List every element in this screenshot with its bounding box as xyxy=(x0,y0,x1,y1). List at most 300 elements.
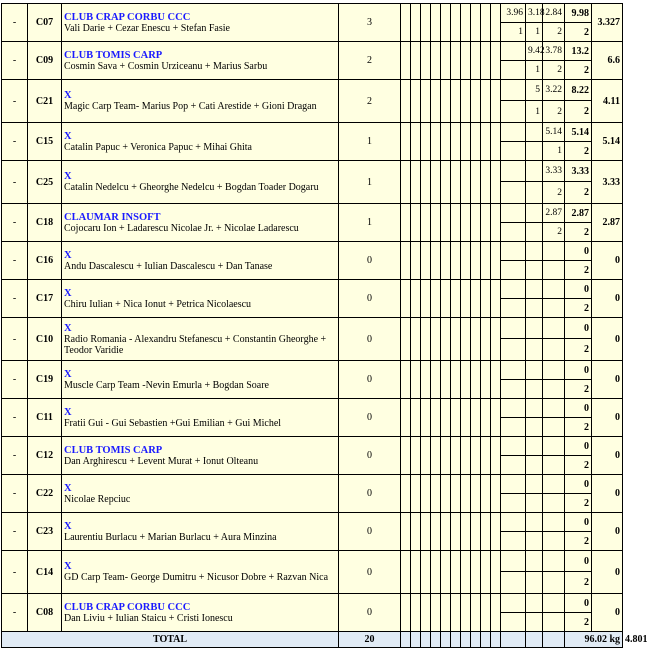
stage-cell xyxy=(401,475,411,513)
stage-cell xyxy=(451,280,461,318)
stage-cell xyxy=(411,123,421,161)
team-members: Radio Romania - Alexandru Stefanescu + Constantin Gheorghe + Teodor Varidie xyxy=(64,333,327,356)
sector-code: C08 xyxy=(28,594,62,632)
total-weight: 0 xyxy=(565,318,592,339)
stage-cell xyxy=(491,204,501,242)
stage-cell xyxy=(441,80,451,123)
stage-place xyxy=(526,456,543,475)
stage-weight xyxy=(501,318,526,339)
team-members: Cojocaru Ion + Ladarescu Nicolae Jr. + Nicolae Ladarescu xyxy=(64,222,299,234)
stage-cell xyxy=(491,4,501,42)
stage-weight: 2.84 xyxy=(543,4,565,23)
stage-cell xyxy=(421,437,431,475)
stage-place xyxy=(526,532,543,551)
stage-cell xyxy=(401,318,411,361)
row-dash: - xyxy=(2,437,28,475)
stage-place xyxy=(526,572,543,594)
stage-cell xyxy=(411,42,421,80)
team-club: X xyxy=(64,368,72,380)
stage-cell xyxy=(481,475,491,513)
stage-cell xyxy=(401,594,411,632)
total-weight: 8.22 xyxy=(565,80,592,101)
table-row xyxy=(2,42,623,61)
points: 2 xyxy=(565,142,592,161)
stage-cell xyxy=(441,513,451,551)
stage-cell xyxy=(471,123,481,161)
stage-weight xyxy=(501,204,526,223)
stage-place xyxy=(543,380,565,399)
catch-count: 1 xyxy=(339,204,401,242)
stage-cell xyxy=(401,513,411,551)
points: 2 xyxy=(565,572,592,594)
table-row xyxy=(2,361,623,380)
stage-place xyxy=(526,418,543,437)
sector-code: C17 xyxy=(28,280,62,318)
stage-cell xyxy=(461,594,471,632)
stage-cell xyxy=(411,280,421,318)
table-row xyxy=(2,123,623,142)
row-dash: - xyxy=(2,399,28,437)
stage-weight xyxy=(526,594,543,613)
stage-cell xyxy=(491,551,501,594)
stage-place: 2 xyxy=(543,61,565,80)
stage-weight xyxy=(526,123,543,142)
stage-cell xyxy=(431,123,441,161)
team-members: Dan Arghirescu + Levent Murat + Ionut Olteanu xyxy=(64,455,259,467)
stage-cell xyxy=(441,42,451,80)
points: 2 xyxy=(565,23,592,42)
table-row xyxy=(2,551,623,572)
sector-code: C11 xyxy=(28,399,62,437)
team-members: Dan Liviu + Iulian Staicu + Cristi Ionescu xyxy=(64,612,233,624)
stage-cell xyxy=(461,4,471,42)
stage-cell xyxy=(411,551,421,594)
catch-count: 1 xyxy=(339,161,401,204)
stage-cell xyxy=(451,242,461,280)
stage-cell xyxy=(451,399,461,437)
catch-count: 2 xyxy=(339,42,401,80)
team-club: CLAUMAR INSOFT xyxy=(64,211,161,223)
stage-cell xyxy=(491,42,501,80)
points: 2 xyxy=(565,532,592,551)
team-members: Laurentiu Burlacu + Marian Burlacu + Aura Minzina xyxy=(64,531,277,543)
stage-cell xyxy=(411,204,421,242)
stage-place xyxy=(526,613,543,632)
final-score: 3.33 xyxy=(592,161,623,204)
team-club: CLUB CRAP CORBU CCC xyxy=(64,601,191,613)
stage-cell xyxy=(421,80,431,123)
stage-cell xyxy=(481,80,491,123)
stage-weight xyxy=(501,513,526,532)
stage-weight: 5.14 xyxy=(543,123,565,142)
final-score: 0 xyxy=(592,594,623,632)
stage-cell xyxy=(481,4,491,42)
final-score: 0 xyxy=(592,437,623,475)
stage-place: 1 xyxy=(501,23,526,42)
total-weight: 0 xyxy=(565,280,592,299)
stage-place: 1 xyxy=(543,142,565,161)
stage-weight xyxy=(543,318,565,339)
catch-count: 0 xyxy=(339,437,401,475)
row-dash: - xyxy=(2,204,28,242)
stage-weight xyxy=(526,161,543,182)
stage-cell xyxy=(451,551,461,594)
sector-code: C22 xyxy=(28,475,62,513)
team-members: Vali Darie + Cezar Enescu + Stefan Fasie xyxy=(64,22,230,34)
stage-weight xyxy=(526,475,543,494)
stage-weight xyxy=(526,437,543,456)
stage-place: 2 xyxy=(543,182,565,204)
stage-cell xyxy=(431,42,441,80)
sector-code: C21 xyxy=(28,80,62,123)
stage-cell xyxy=(481,399,491,437)
stage-cell xyxy=(401,42,411,80)
team-cell xyxy=(62,242,339,280)
sector-code: C18 xyxy=(28,204,62,242)
stage-cell xyxy=(481,437,491,475)
stage-place: 2 xyxy=(543,223,565,242)
sector-code: C15 xyxy=(28,123,62,161)
stage-cell xyxy=(481,551,491,594)
stage-cell xyxy=(451,123,461,161)
points: 2 xyxy=(565,299,592,318)
catch-count: 0 xyxy=(339,594,401,632)
stage-cell xyxy=(481,161,491,204)
stage-cell xyxy=(491,594,501,632)
row-dash: - xyxy=(2,42,28,80)
stage-weight xyxy=(543,513,565,532)
stage-cell xyxy=(441,475,451,513)
stage-cell xyxy=(431,475,441,513)
stage-cell xyxy=(441,4,451,42)
total-row: TOTAL 20 96.02 kg 4.801 xyxy=(2,632,623,648)
sector-code: C14 xyxy=(28,551,62,594)
stage-cell xyxy=(471,280,481,318)
stage-cell xyxy=(441,361,451,399)
stage-cell xyxy=(411,242,421,280)
stage-cell xyxy=(421,161,431,204)
final-score: 0 xyxy=(592,280,623,318)
team-cell xyxy=(62,4,339,42)
stage-cell xyxy=(461,513,471,551)
row-dash: - xyxy=(2,361,28,399)
stage-place xyxy=(501,456,526,475)
stage-cell xyxy=(431,242,441,280)
team-club: X xyxy=(64,90,72,101)
final-score: 5.14 xyxy=(592,123,623,161)
stage-cell xyxy=(491,399,501,437)
total-weight: 0 xyxy=(565,361,592,380)
stage-cell xyxy=(441,318,451,361)
stage-cell xyxy=(451,204,461,242)
points: 2 xyxy=(565,494,592,513)
table-row xyxy=(2,161,623,182)
team-cell xyxy=(62,513,339,551)
stage-cell xyxy=(461,80,471,123)
stage-cell xyxy=(401,161,411,204)
team-cell xyxy=(62,204,339,242)
stage-place xyxy=(501,101,526,123)
stage-cell xyxy=(481,42,491,80)
stage-cell xyxy=(441,437,451,475)
stage-cell xyxy=(451,437,461,475)
sector-code: C09 xyxy=(28,42,62,80)
team-members: Catalin Papuc + Veronica Papuc + Mihai Ghita xyxy=(64,141,252,153)
stage-cell xyxy=(461,161,471,204)
stage-weight xyxy=(543,551,565,572)
stage-cell xyxy=(461,551,471,594)
team-members: Magic Carp Team- Marius Pop + Cati Arestide + Gioni Dragan xyxy=(64,101,317,112)
stage-cell xyxy=(421,4,431,42)
stage-cell xyxy=(421,551,431,594)
stage-weight xyxy=(501,551,526,572)
stage-place xyxy=(526,223,543,242)
team-club: X xyxy=(64,520,72,532)
table-row xyxy=(2,513,623,532)
stage-place xyxy=(543,299,565,318)
stage-weight xyxy=(501,123,526,142)
stage-weight xyxy=(501,361,526,380)
stage-cell xyxy=(431,4,441,42)
stage-place xyxy=(526,494,543,513)
stage-cell xyxy=(411,4,421,42)
team-club: X xyxy=(64,561,72,572)
stage-weight xyxy=(526,318,543,339)
final-score: 6.6 xyxy=(592,42,623,80)
stage-cell xyxy=(491,242,501,280)
total-weight: 13.2 xyxy=(565,42,592,61)
stage-weight xyxy=(501,80,526,101)
team-club: CLUB TOMIS CARP xyxy=(64,49,163,61)
team-members: Andu Dascalescu + Iulian Dascalescu + Dan Tanase xyxy=(64,260,273,272)
stage-place: 1 xyxy=(526,23,543,42)
sector-code: C23 xyxy=(28,513,62,551)
points: 2 xyxy=(565,261,592,280)
stage-cell xyxy=(491,318,501,361)
stage-cell xyxy=(411,318,421,361)
table-row xyxy=(2,204,623,223)
final-score: 0 xyxy=(592,551,623,594)
stage-cell xyxy=(431,80,441,123)
total-weight: 5.14 xyxy=(565,123,592,142)
stage-cell xyxy=(431,204,441,242)
team-cell xyxy=(62,318,339,361)
table-row xyxy=(2,318,623,339)
stage-cell xyxy=(411,594,421,632)
stage-weight xyxy=(501,399,526,418)
stage-cell xyxy=(491,280,501,318)
stage-cell xyxy=(401,204,411,242)
team-club: X xyxy=(64,171,72,182)
stage-cell xyxy=(471,551,481,594)
stage-place xyxy=(501,418,526,437)
stage-cell xyxy=(421,594,431,632)
stage-place xyxy=(501,494,526,513)
catch-count: 0 xyxy=(339,399,401,437)
stage-cell xyxy=(421,318,431,361)
table-row xyxy=(2,80,623,101)
stage-cell xyxy=(431,551,441,594)
stage-place xyxy=(526,299,543,318)
row-dash: - xyxy=(2,4,28,42)
stage-weight xyxy=(501,475,526,494)
stage-place: 2 xyxy=(543,23,565,42)
points: 2 xyxy=(565,223,592,242)
stage-place xyxy=(501,532,526,551)
final-score: 0 xyxy=(592,475,623,513)
stage-cell xyxy=(441,280,451,318)
stage-weight: 3.96 xyxy=(501,4,526,23)
stage-cell xyxy=(461,123,471,161)
stage-cell xyxy=(411,475,421,513)
team-members: Chiru Iulian + Nica Ionut + Petrica Nicolaescu xyxy=(64,298,252,310)
stage-cell xyxy=(421,123,431,161)
stage-weight: 2.87 xyxy=(543,204,565,223)
sector-code: C25 xyxy=(28,161,62,204)
stage-cell xyxy=(441,594,451,632)
stage-cell xyxy=(411,361,421,399)
final-score: 0 xyxy=(592,361,623,399)
stage-place xyxy=(501,261,526,280)
stage-cell xyxy=(461,475,471,513)
stage-cell xyxy=(471,361,481,399)
stage-place xyxy=(501,299,526,318)
points: 2 xyxy=(565,380,592,399)
stage-weight xyxy=(501,161,526,182)
row-dash: - xyxy=(2,161,28,204)
team-club: X xyxy=(64,130,72,142)
stage-cell xyxy=(461,361,471,399)
stage-cell xyxy=(471,4,481,42)
team-club: X xyxy=(64,482,72,494)
stage-cell xyxy=(451,161,461,204)
stage-cell xyxy=(451,361,461,399)
stage-cell xyxy=(491,475,501,513)
stage-place xyxy=(526,182,543,204)
team-cell xyxy=(62,280,339,318)
stage-weight xyxy=(526,280,543,299)
stage-cell xyxy=(401,242,411,280)
stage-cell xyxy=(421,399,431,437)
stage-place xyxy=(543,418,565,437)
stage-place xyxy=(501,142,526,161)
stage-weight: 3.78 xyxy=(543,42,565,61)
team-club: X xyxy=(64,287,72,299)
stage-cell xyxy=(481,242,491,280)
total-weight: 0 xyxy=(565,399,592,418)
stage-cell xyxy=(451,475,461,513)
stage-cell xyxy=(421,513,431,551)
stage-place xyxy=(501,61,526,80)
stage-cell xyxy=(471,594,481,632)
stage-weight: 3.18 xyxy=(526,4,543,23)
stage-cell xyxy=(491,80,501,123)
stage-cell xyxy=(411,513,421,551)
stage-weight xyxy=(526,513,543,532)
team-cell xyxy=(62,42,339,80)
stage-cell xyxy=(471,161,481,204)
catch-count: 0 xyxy=(339,551,401,594)
stage-cell xyxy=(411,399,421,437)
stage-cell xyxy=(471,399,481,437)
final-score: 0 xyxy=(592,242,623,280)
stage-cell xyxy=(421,280,431,318)
stage-weight: 3.22 xyxy=(543,80,565,101)
stage-cell xyxy=(451,318,461,361)
results-table xyxy=(1,3,648,648)
table-row xyxy=(2,242,623,261)
stage-cell xyxy=(431,161,441,204)
catch-count: 0 xyxy=(339,513,401,551)
catch-count: 3 xyxy=(339,4,401,42)
team-cell xyxy=(62,80,339,123)
catch-count: 1 xyxy=(339,123,401,161)
stage-place xyxy=(543,572,565,594)
stage-cell xyxy=(451,80,461,123)
team-club: X xyxy=(64,249,72,261)
stage-weight: 3.33 xyxy=(543,161,565,182)
stage-cell xyxy=(471,513,481,551)
points: 2 xyxy=(565,613,592,632)
sector-code: C19 xyxy=(28,361,62,399)
stage-cell xyxy=(471,242,481,280)
stage-cell xyxy=(411,437,421,475)
stage-cell xyxy=(461,399,471,437)
row-dash: - xyxy=(2,242,28,280)
catch-count: 0 xyxy=(339,280,401,318)
stage-weight xyxy=(543,280,565,299)
team-club: X xyxy=(64,406,72,418)
final-score: 0 xyxy=(592,399,623,437)
stage-place xyxy=(501,613,526,632)
stage-cell xyxy=(481,361,491,399)
final-score: 2.87 xyxy=(592,204,623,242)
stage-place xyxy=(543,613,565,632)
stage-weight xyxy=(526,399,543,418)
row-dash: - xyxy=(2,551,28,594)
stage-cell xyxy=(441,551,451,594)
stage-cell xyxy=(431,280,441,318)
team-members: Muscle Carp Team -Nevin Emurla + Bogdan Soare xyxy=(64,379,269,391)
stage-cell xyxy=(471,475,481,513)
points: 2 xyxy=(565,61,592,80)
stage-cell xyxy=(431,399,441,437)
stage-cell xyxy=(431,513,441,551)
stage-cell xyxy=(441,242,451,280)
stage-cell xyxy=(401,4,411,42)
stage-place xyxy=(526,261,543,280)
stage-cell xyxy=(421,42,431,80)
stage-weight xyxy=(501,42,526,61)
team-members: Cosmin Sava + Cosmin Urziceanu + Marius Sarbu xyxy=(64,60,268,72)
stage-cell xyxy=(401,399,411,437)
stage-cell xyxy=(481,318,491,361)
total-weight: 0 xyxy=(565,437,592,456)
stage-place xyxy=(543,494,565,513)
stage-weight xyxy=(543,399,565,418)
stage-cell xyxy=(451,513,461,551)
stage-weight: 9.42 xyxy=(526,42,543,61)
total-weight: 0 xyxy=(565,242,592,261)
sector-code: C12 xyxy=(28,437,62,475)
stage-cell xyxy=(471,318,481,361)
final-score: 4.11 xyxy=(592,80,623,123)
stage-place xyxy=(526,380,543,399)
points: 2 xyxy=(565,101,592,123)
stage-weight xyxy=(526,551,543,572)
stage-cell xyxy=(421,204,431,242)
team-cell xyxy=(62,594,339,632)
